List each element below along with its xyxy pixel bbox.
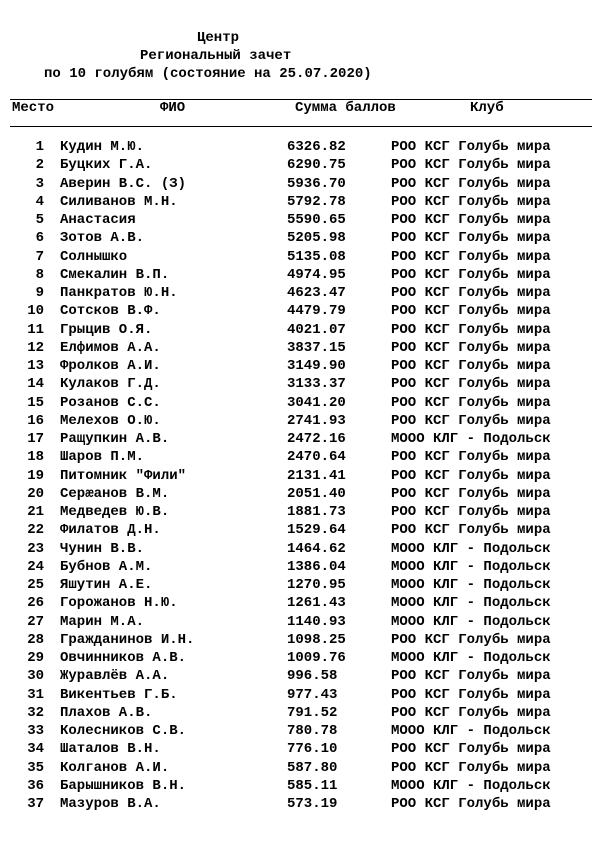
row-name: Панкратов Ю.Н. [60, 285, 178, 301]
row-name: Мелехов О.Ю. [60, 412, 161, 429]
table-row [0, 759, 600, 777]
row-club: РОО КСГ Голубь мира [391, 376, 551, 393]
row-club: РОО КСГ Голубь мира [391, 412, 551, 429]
table-row [0, 357, 600, 375]
column-header-place: Место [12, 100, 55, 116]
row-club: РОО КСГ Голубь мира [391, 522, 551, 539]
row-club: МООО КЛГ - Подольск [391, 777, 551, 794]
row-score: 5135.08 [287, 248, 346, 265]
row-club: МООО КЛГ - Подольск [391, 558, 551, 575]
row-place: 15 [27, 394, 44, 411]
row-name: Гражданинов И.Н. [60, 631, 195, 648]
row-score: 1098.25 [287, 631, 346, 648]
table-row [0, 211, 600, 229]
row-score: 2051.40 [287, 485, 346, 502]
row-place: 25 [27, 577, 44, 593]
row-club: РОО КСГ Голубь мира [391, 668, 551, 685]
table-row [0, 248, 600, 266]
table-row [0, 339, 600, 357]
row-club: РОО КСГ Голубь мира [391, 285, 551, 301]
row-score: 4974.95 [287, 266, 346, 283]
row-score: 996.58 [287, 668, 338, 685]
row-name: Кулаков Г.Д. [60, 376, 161, 393]
row-name: Мазуров В.А. [60, 796, 161, 812]
row-score: 1881.73 [287, 504, 346, 520]
row-club: РОО КСГ Голубь мира [391, 157, 551, 174]
row-place: 13 [27, 358, 44, 374]
row-club: РОО КСГ Голубь мира [391, 394, 551, 411]
row-name: Овчинников А.В. [60, 650, 187, 666]
table-row [0, 521, 600, 539]
row-place: 29 [27, 650, 44, 666]
row-place: 31 [27, 686, 44, 703]
row-place: 10 [27, 303, 44, 320]
column-header-score: Сумма баллов [295, 100, 396, 116]
row-score: 4623.47 [287, 285, 346, 301]
row-score: 2741.93 [287, 412, 346, 429]
row-score: 5590.65 [287, 212, 346, 228]
row-name: Викентьев Г.Б. [60, 686, 178, 703]
row-club: РОО КСГ Голубь мира [391, 230, 551, 247]
table-row [0, 302, 600, 320]
row-name: Солнышко [60, 248, 128, 265]
table-row [0, 375, 600, 393]
table-row [0, 576, 600, 594]
row-score: 1270.95 [287, 577, 346, 593]
row-place: 9 [35, 285, 44, 301]
row-place: 14 [27, 376, 44, 393]
row-place: 6 [35, 230, 44, 247]
row-place: 4 [35, 193, 44, 210]
row-name: Шаталов В.Н. [60, 741, 161, 758]
row-name: Розанов С.С. [60, 394, 161, 411]
table-row [0, 704, 600, 722]
row-name: Ращупкин А.В. [60, 431, 170, 447]
row-score: 4021.07 [287, 321, 346, 338]
table-row [0, 558, 600, 576]
table-row [0, 540, 600, 558]
report-region-title: Центр [197, 30, 240, 46]
row-name: Марин М.А. [60, 613, 145, 630]
row-name: Плахов А.В. [60, 704, 153, 721]
row-name: Шаров П.М. [60, 449, 145, 466]
table-row [0, 594, 600, 612]
table-row [0, 795, 600, 813]
row-place: 18 [27, 449, 44, 466]
row-place: 21 [27, 504, 44, 520]
row-place: 28 [27, 631, 44, 648]
row-club: МООО КЛГ - Подольск [391, 577, 551, 593]
row-score: 2131.41 [287, 467, 346, 484]
table-row [0, 740, 600, 758]
row-club: РОО КСГ Голубь мира [391, 467, 551, 484]
row-place: 20 [27, 485, 44, 502]
row-club: РОО КСГ Голубь мира [391, 266, 551, 283]
row-club: РОО КСГ Голубь мира [391, 303, 551, 320]
row-score: 3133.37 [287, 376, 346, 393]
row-club: МООО КЛГ - Подольск [391, 613, 551, 630]
row-club: РОО КСГ Голубь мира [391, 139, 551, 155]
row-name: Анастасия [60, 212, 136, 228]
table-row [0, 467, 600, 485]
row-name: Чунин В.В. [60, 540, 145, 557]
row-score: 6326.82 [287, 139, 346, 155]
row-score: 3837.15 [287, 339, 346, 356]
table-row [0, 649, 600, 667]
row-club: МООО КЛГ - Подольск [391, 650, 551, 666]
table-row [0, 156, 600, 174]
table-row [0, 430, 600, 448]
row-name: Смекалин В.П. [60, 266, 170, 283]
table-row [0, 266, 600, 284]
row-place: 23 [27, 540, 44, 557]
row-place: 3 [35, 175, 44, 192]
row-score: 5792.78 [287, 193, 346, 210]
row-place: 37 [27, 796, 44, 812]
row-club: РОО КСГ Голубь мира [391, 321, 551, 338]
row-place: 22 [27, 522, 44, 539]
row-place: 2 [35, 157, 44, 174]
row-name: Филатов Д.Н. [60, 522, 161, 539]
table-row [0, 613, 600, 631]
row-name: Бубнов А.М. [60, 558, 153, 575]
row-name: Фролков А.И. [60, 358, 161, 374]
row-place: 8 [35, 266, 44, 283]
row-score: 1464.62 [287, 540, 346, 557]
row-place: 26 [27, 595, 44, 612]
row-score: 780.78 [287, 723, 338, 739]
row-score: 3149.90 [287, 358, 346, 374]
table-row [0, 722, 600, 740]
row-club: РОО КСГ Голубь мира [391, 175, 551, 192]
row-name: Серæанов В.М. [60, 485, 170, 502]
table-row [0, 503, 600, 521]
row-club: МООО КЛГ - Подольск [391, 431, 551, 447]
row-club: РОО КСГ Голубь мира [391, 339, 551, 356]
row-place: 19 [27, 467, 44, 484]
row-club: РОО КСГ Голубь мира [391, 741, 551, 758]
row-score: 4479.79 [287, 303, 346, 320]
row-club: РОО КСГ Голубь мира [391, 504, 551, 520]
table-row [0, 686, 600, 704]
table-row [0, 777, 600, 795]
row-name: Журавлёв А.А. [60, 668, 170, 685]
row-score: 1009.76 [287, 650, 346, 666]
row-name: Кудин М.Ю. [60, 139, 145, 155]
row-name: Барышников В.Н. [60, 777, 187, 794]
row-name: Яшутин А.Е. [60, 577, 153, 593]
row-name: Зотов А.В. [60, 230, 145, 247]
row-place: 1 [35, 139, 44, 155]
row-place: 30 [27, 668, 44, 685]
row-club: РОО КСГ Голубь мира [391, 449, 551, 466]
row-place: 11 [27, 321, 44, 338]
table-row [0, 394, 600, 412]
row-score: 2472.16 [287, 431, 346, 447]
row-place: 24 [27, 558, 44, 575]
row-club: РОО КСГ Голубь мира [391, 631, 551, 648]
row-name: Медведев Ю.В. [60, 504, 170, 520]
row-club: РОО КСГ Голубь мира [391, 358, 551, 374]
results-table [0, 138, 600, 813]
row-club: РОО КСГ Голубь мира [391, 248, 551, 265]
report-title: Региональный зачет [140, 48, 292, 64]
row-score: 6290.75 [287, 157, 346, 174]
row-place: 34 [27, 741, 44, 758]
row-score: 977.43 [287, 686, 338, 703]
row-score: 2470.64 [287, 449, 346, 466]
row-name: Аверин В.С. (З) [60, 175, 187, 192]
row-place: 33 [27, 723, 44, 739]
row-place: 5 [35, 212, 44, 228]
row-place: 36 [27, 777, 44, 794]
row-place: 12 [27, 339, 44, 356]
row-score: 1529.64 [287, 522, 346, 539]
row-club: РОО КСГ Голубь мира [391, 485, 551, 502]
row-score: 3041.20 [287, 394, 346, 411]
table-row [0, 485, 600, 503]
row-place: 27 [27, 613, 44, 630]
row-name: Буцких Г.А. [60, 157, 153, 174]
row-club: РОО КСГ Голубь мира [391, 193, 551, 210]
row-place: 16 [27, 412, 44, 429]
table-row [0, 667, 600, 685]
row-score: 5205.98 [287, 230, 346, 247]
row-club: РОО КСГ Голубь мира [391, 686, 551, 703]
header-bottom-rule [10, 126, 592, 127]
report-subtitle: по 10 голубям (состояние на 25.07.2020) [44, 66, 372, 82]
row-score: 791.52 [287, 704, 338, 721]
row-name: Питомник "Фили" [60, 467, 187, 484]
row-club: МООО КЛГ - Подольск [391, 595, 551, 612]
row-place: 7 [35, 248, 44, 265]
row-score: 1140.93 [287, 613, 346, 630]
row-club: МООО КЛГ - Подольск [391, 723, 551, 739]
column-header-club: Клуб [470, 100, 504, 116]
row-name: Горожанов Н.Ю. [60, 595, 178, 612]
row-place: 35 [27, 759, 44, 776]
row-score: 587.80 [287, 759, 338, 776]
row-name: Колганов А.И. [60, 759, 170, 776]
row-score: 585.11 [287, 777, 338, 794]
row-club: МООО КЛГ - Подольск [391, 540, 551, 557]
row-name: Грыцив О.Я. [60, 321, 153, 338]
row-club: РОО КСГ Голубь мира [391, 796, 551, 812]
table-row [0, 175, 600, 193]
row-name: Силиванов М.Н. [60, 193, 178, 210]
row-name: Елфимов А.А. [60, 339, 161, 356]
table-row [0, 412, 600, 430]
row-score: 1386.04 [287, 558, 346, 575]
row-score: 5936.70 [287, 175, 346, 192]
row-score: 776.10 [287, 741, 338, 758]
row-club: РОО КСГ Голубь мира [391, 212, 551, 228]
table-row [0, 321, 600, 339]
column-header-name: ФИО [160, 100, 186, 116]
table-row [0, 193, 600, 211]
row-score: 573.19 [287, 796, 338, 812]
row-score: 1261.43 [287, 595, 346, 612]
table-row [0, 229, 600, 247]
table-row [0, 138, 600, 156]
table-row [0, 631, 600, 649]
row-name: Колесников С.В. [60, 723, 187, 739]
table-row [0, 284, 600, 302]
row-name: Сотсков В.Ф. [60, 303, 161, 320]
row-place: 32 [27, 704, 44, 721]
row-club: РОО КСГ Голубь мира [391, 759, 551, 776]
row-club: РОО КСГ Голубь мира [391, 704, 551, 721]
table-row [0, 448, 600, 466]
row-place: 17 [27, 431, 44, 447]
